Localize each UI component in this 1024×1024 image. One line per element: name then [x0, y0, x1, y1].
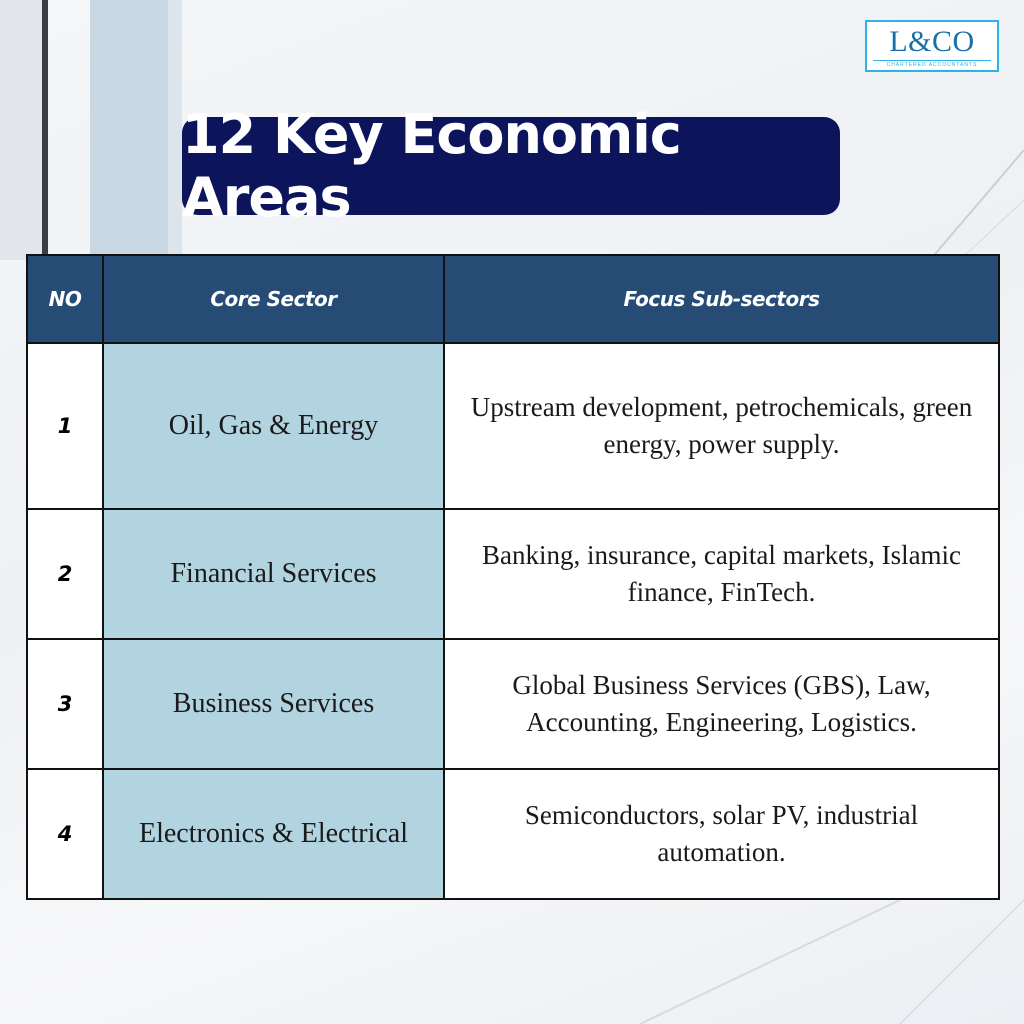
core-sector-cell: Oil, Gas & Energy	[103, 343, 444, 509]
table-row	[27, 509, 999, 639]
core-sector-cell: Electronics & Electrical	[103, 769, 444, 899]
row-number: 1	[27, 343, 103, 509]
table-row	[27, 343, 999, 509]
page-title: 12 Key Economic Areas	[182, 103, 681, 229]
row-number: 2	[27, 509, 103, 639]
row-number: 4	[27, 769, 103, 899]
core-sector-cell: Financial Services	[103, 509, 444, 639]
logo-tagline: CHARTERED ACCOUNTANTS	[873, 60, 991, 69]
table-header-row	[27, 255, 999, 343]
company-logo	[865, 20, 999, 72]
header-no: NO	[27, 255, 103, 343]
table-row	[27, 769, 999, 899]
focus-sub-sectors-cell: Upstream development, petrochemicals, green energy, power supply.	[444, 343, 999, 509]
header-focus-sub-sectors: Focus Sub-sectors	[444, 255, 999, 343]
focus-sub-sectors-cell: Banking, insurance, capital markets, Islamic finance, FinTech.	[444, 509, 999, 639]
focus-sub-sectors-cell: Semiconductors, solar PV, industrial automation.	[444, 769, 999, 899]
table-row	[27, 639, 999, 769]
economic-areas-table	[26, 254, 1000, 900]
header-core-sector: Core Sector	[103, 255, 444, 343]
title-banner	[182, 103, 840, 229]
focus-sub-sectors-cell: Global Business Services (GBS), Law, Accounting, Engineering, Logistics.	[444, 639, 999, 769]
row-number: 3	[27, 639, 103, 769]
core-sector-cell: Business Services	[103, 639, 444, 769]
logo-wordmark: L&CO	[889, 25, 975, 58]
